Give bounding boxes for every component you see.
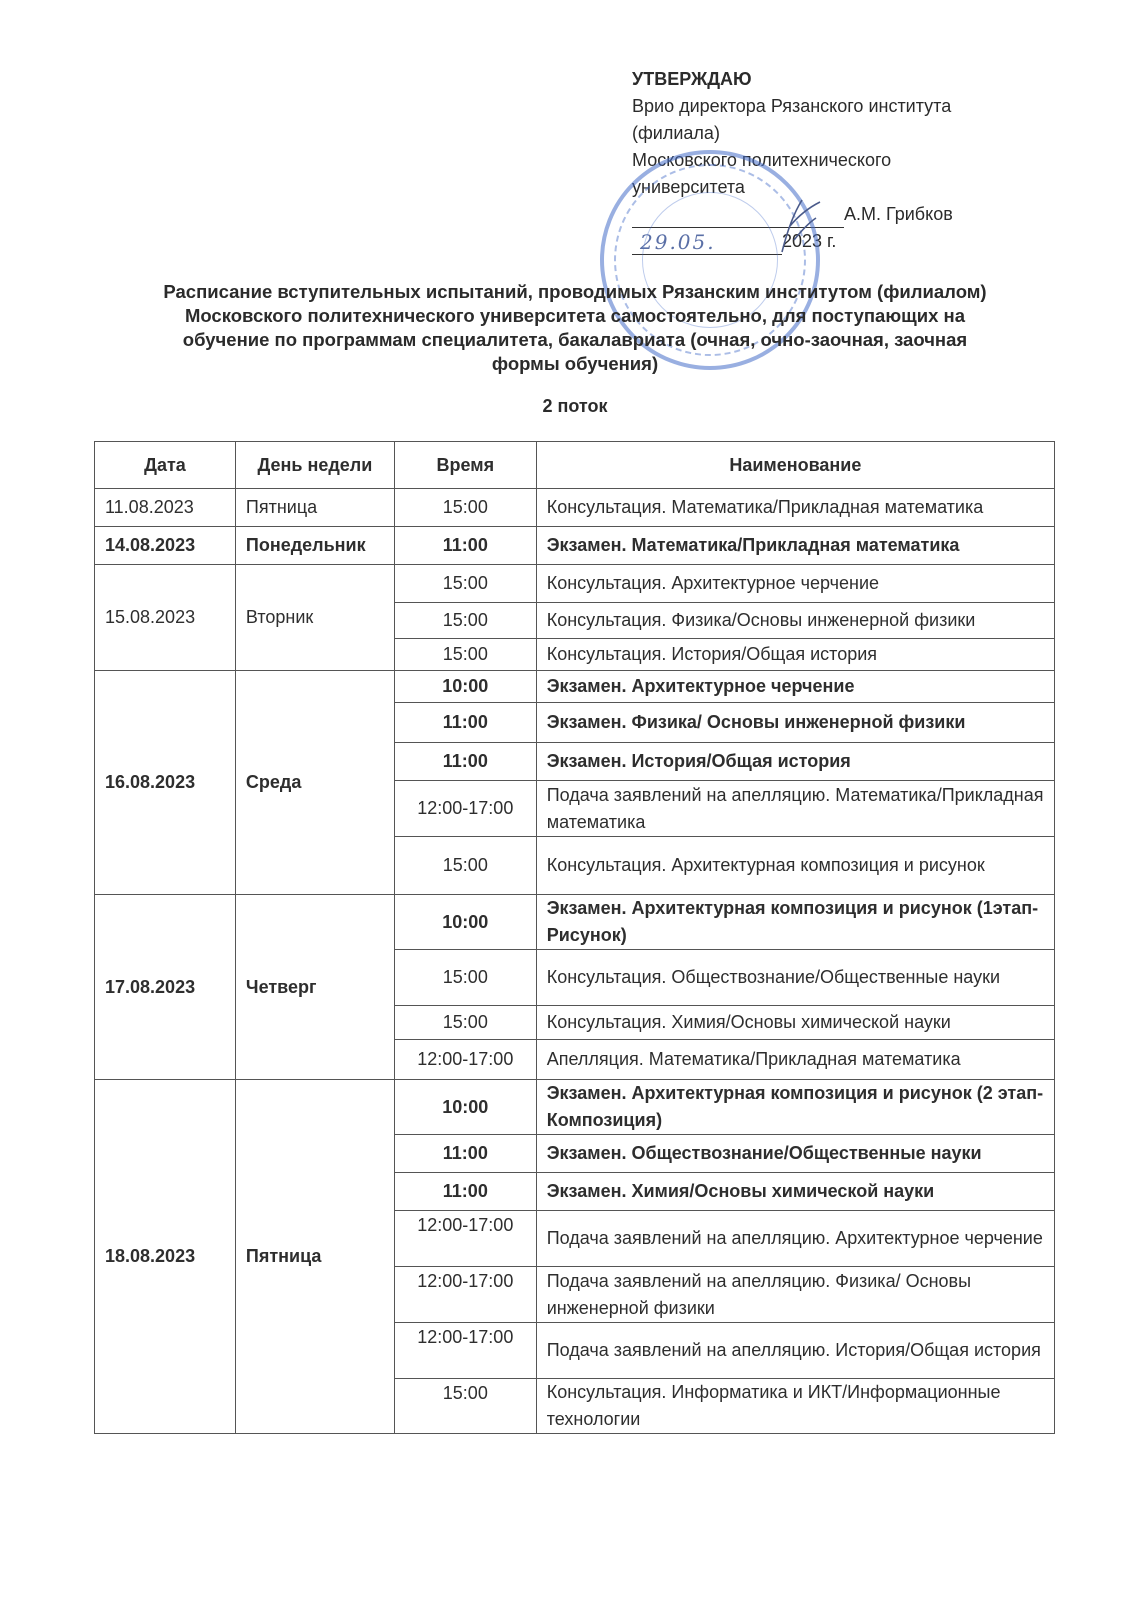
event-name-cell: Экзамен. Обществознание/Общественные науки — [536, 1135, 1054, 1173]
time-cell: 15:00 — [394, 1379, 536, 1434]
title-line: обучение по программам специалитета, бакалавриата (очная, очно-заочная, заочная — [182, 329, 968, 350]
event-name-cell: Экзамен. Химия/Основы химической науки — [536, 1173, 1054, 1211]
event-name-cell: Подача заявлений на апелляцию. Архитектурное черчение — [536, 1211, 1054, 1267]
title-line: Расписание вступительных испытаний, проводимых Рязанским институтом (филиалом) — [163, 281, 987, 302]
document-title — [100, 280, 1050, 376]
time-cell: 12:00-17:00 — [394, 1040, 536, 1080]
time-cell: 15:00 — [394, 565, 536, 603]
date-line — [632, 230, 782, 255]
time-cell: 15:00 — [394, 837, 536, 895]
table-row — [95, 1080, 1055, 1135]
date-cell: 18.08.2023 — [95, 1080, 236, 1434]
time-cell: 11:00 — [394, 1173, 536, 1211]
date-cell: 15.08.2023 — [95, 565, 236, 671]
approval-position-line: Московского политехнического — [632, 150, 892, 170]
weekday-cell: Среда — [235, 671, 394, 895]
event-name-cell: Консультация. Обществознание/Общественные науки — [536, 950, 1054, 1006]
event-name-cell: Экзамен. Физика/ Основы инженерной физики — [536, 703, 1054, 743]
event-name-cell: Подача заявлений на апелляцию. Математика/Прикладная математика — [536, 781, 1054, 837]
time-cell: 10:00 — [394, 1080, 536, 1135]
title-line: Московского политехнического университета самостоятельно, для поступающих на — [184, 305, 966, 326]
header-name: Наименование — [536, 442, 1054, 489]
year-suffix: 2023 г. — [782, 231, 837, 251]
time-cell: 15:00 — [394, 1006, 536, 1040]
time-cell: 15:00 — [394, 603, 536, 639]
time-cell: 11:00 — [394, 527, 536, 565]
time-cell: 10:00 — [394, 671, 536, 703]
event-name-cell: Консультация. Математика/Прикладная математика — [536, 489, 1054, 527]
event-name-cell: Экзамен. Архитектурная композиция и рисунок (2 этап-Композиция) — [536, 1080, 1054, 1135]
event-name-cell: Консультация. История/Общая история — [536, 639, 1054, 671]
event-name-cell: Экзамен. Архитектурное черчение — [536, 671, 1054, 703]
header-day: День недели — [235, 442, 394, 489]
event-name-cell: Консультация. Архитектурное черчение — [536, 565, 1054, 603]
date-cell: 14.08.2023 — [95, 527, 236, 565]
event-name-cell: Консультация. Химия/Основы химической науки — [536, 1006, 1054, 1040]
approval-position-line: Врио директора Рязанского института — [632, 96, 952, 116]
time-cell: 12:00-17:00 — [394, 1323, 536, 1379]
schedule-table — [94, 441, 1055, 1434]
event-name-cell: Экзамен. Математика/Прикладная математика — [536, 527, 1054, 565]
signature-icon — [772, 196, 832, 256]
event-name-cell: Консультация. Физика/Основы инженерной физики — [536, 603, 1054, 639]
time-cell: 11:00 — [394, 703, 536, 743]
handwritten-date: 29.05. — [640, 230, 716, 254]
event-name-cell: Подача заявлений на апелляцию. История/Общая история — [536, 1323, 1054, 1379]
event-name-cell: Экзамен. Архитектурная композиция и рисунок (1этап-Рисунок) — [536, 895, 1054, 950]
event-name-cell: Апелляция. Математика/Прикладная математика — [536, 1040, 1054, 1080]
time-cell: 15:00 — [394, 489, 536, 527]
weekday-cell: Вторник — [235, 565, 394, 671]
schedule-body — [95, 489, 1055, 1434]
table-header-row — [95, 442, 1055, 489]
title-line: формы обучения) — [491, 353, 659, 374]
table-row — [95, 527, 1055, 565]
approval-heading: УТВЕРЖДАЮ — [632, 69, 752, 89]
table-row — [95, 895, 1055, 950]
table-row — [95, 565, 1055, 603]
event-name-cell: Экзамен. История/Общая история — [536, 743, 1054, 781]
weekday-cell: Понедельник — [235, 527, 394, 565]
header-date: Дата — [95, 442, 236, 489]
time-cell: 12:00-17:00 — [394, 1267, 536, 1323]
event-name-cell: Консультация. Архитектурная композиция и рисунок — [536, 837, 1054, 895]
time-cell: 15:00 — [394, 950, 536, 1006]
weekday-cell: Четверг — [235, 895, 394, 1080]
date-cell: 16.08.2023 — [95, 671, 236, 895]
time-cell: 12:00-17:00 — [394, 781, 536, 837]
event-name-cell: Консультация. Информатика и ИКТ/Информационные технологии — [536, 1379, 1054, 1434]
event-name-cell: Подача заявлений на апелляцию. Физика/ Основы инженерной физики — [536, 1267, 1054, 1323]
approval-position-line: (филиала) — [632, 123, 720, 143]
time-cell: 10:00 — [394, 895, 536, 950]
weekday-cell: Пятница — [235, 489, 394, 527]
weekday-cell: Пятница — [235, 1080, 394, 1434]
header-time: Время — [394, 442, 536, 489]
approval-position-line: университета — [632, 177, 745, 197]
table-row — [95, 489, 1055, 527]
time-cell: 11:00 — [394, 1135, 536, 1173]
time-cell: 15:00 — [394, 639, 536, 671]
date-cell: 11.08.2023 — [95, 489, 236, 527]
time-cell: 11:00 — [394, 743, 536, 781]
stream-label: 2 поток — [542, 396, 608, 416]
date-cell: 17.08.2023 — [95, 895, 236, 1080]
signatory-name: А.М. Грибков — [844, 204, 953, 224]
time-cell: 12:00-17:00 — [394, 1211, 536, 1267]
table-row — [95, 671, 1055, 703]
